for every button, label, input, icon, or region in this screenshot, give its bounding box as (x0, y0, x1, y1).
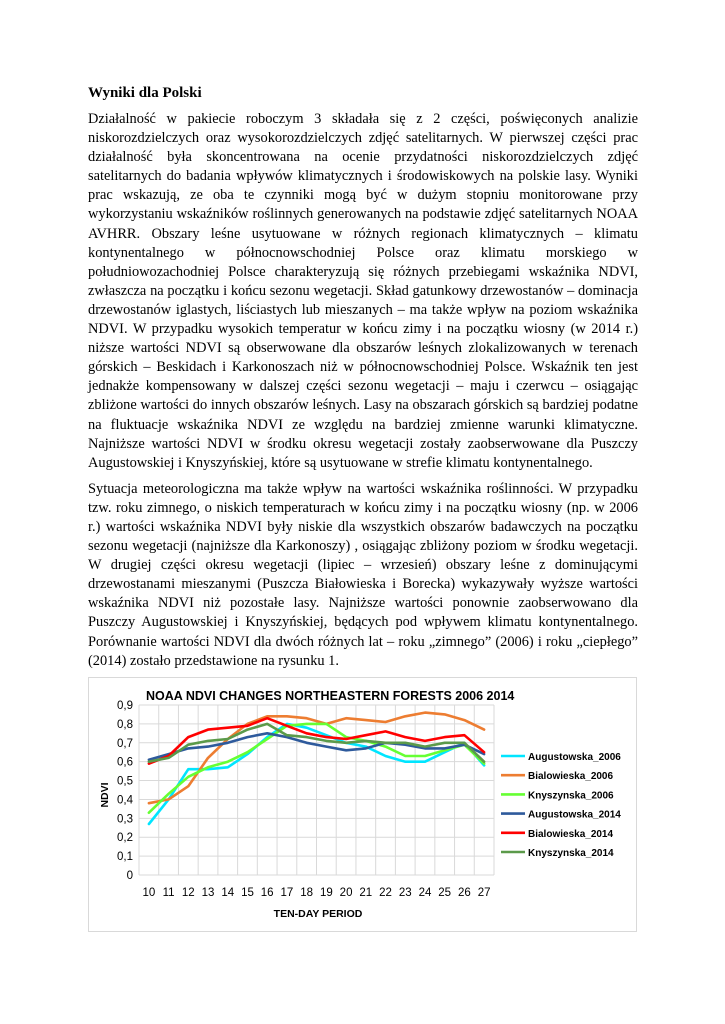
x-axis-label: TEN-DAY PERIOD (273, 908, 363, 920)
x-tick-label: 23 (398, 887, 412, 899)
x-tick-label: 20 (339, 887, 353, 899)
x-tick-label: 12 (181, 887, 195, 899)
x-tick-label: 24 (418, 887, 432, 899)
x-tick-label: 22 (379, 887, 392, 899)
y-tick-label: 0,4 (117, 794, 133, 807)
x-tick-label: 19 (319, 887, 333, 899)
x-tick-label: 15 (241, 887, 254, 899)
section-heading: Wyniki dla Polski (88, 85, 202, 101)
y-tick-label: 0,9 (117, 700, 133, 712)
y-tick-label: 0,3 (117, 813, 133, 826)
chart-title: NOAA NDVI CHANGES NORTHEASTERN FORESTS 2006 2014 (146, 689, 515, 703)
y-tick-label: 0,2 (117, 832, 133, 845)
y-tick-label: 0,7 (117, 737, 133, 750)
x-tick-label: 14 (221, 887, 235, 899)
y-tick-label: 0,5 (117, 775, 133, 788)
legend-label: Augustowska_2014 (528, 809, 621, 821)
y-axis-label: NDVI (99, 782, 111, 808)
ndvi-chart (88, 677, 637, 932)
x-tick-label: 18 (300, 887, 314, 899)
x-tick-label: 13 (201, 887, 215, 899)
x-tick-label: 27 (477, 887, 491, 899)
y-tick-label: 0,6 (117, 756, 133, 769)
x-tick-label: 26 (458, 887, 471, 899)
paragraph-2: Sytuacja meteorologiczna ma także wpływ na wartości wskaźnika roślinności. W przypadku tzw. roku zimnego, o niskich temperaturach w końcu zimy i na początku wiosny (np. w 2006 r.) wartości wskaźnika NDVI były niskie dla wszystkich obszarów badawczych na początku sezonu wegetacji (najniższe dla Karkonoszy) , osiągając zbliżony poziom w środku wegetacji. W drugiej części okresu wegetacji (lipiec – wrzesień) obszary leśne z dominującymi drzewostanami mieszanymi (Puszcza Białowieska i Borecka) wykazywały wyższe wartości wskaźnika NDVI niż pozostałe lasy. Najniższe wartości ponownie zaobserwowano dla Puszczy Augustowskiej i Knyszyńskiej, będących pod wpływem klimatu kontynentalnego. Porównanie wartości NDVI dla dwóch różnych lat – roku „zimnego” (2006) i roku „ciepłego” (2014) zostało przedstawione na rysunku 1. (88, 480, 638, 669)
x-tick-label: 10 (142, 887, 156, 899)
y-tick-label: 0,1 (117, 851, 133, 864)
chart-canvas (89, 678, 638, 933)
x-tick-label: 17 (280, 887, 294, 899)
x-tick-label: 25 (438, 887, 452, 899)
document-body (88, 84, 638, 678)
legend-label: Bialowieska_2006 (528, 771, 614, 783)
x-tick-label: 21 (359, 887, 373, 899)
x-tick-label: 16 (260, 887, 274, 899)
legend-label: Bialowieska_2014 (528, 828, 614, 840)
paragraph-1: Działalność w pakiecie roboczym 3 składała się z 2 części, poświęconych analizie niskorozdzielczych oraz wysokorozdzielczych zdjęć satelitarnych. W pierwszej części prac działalność była skoncentrowana na ocenie przydatności niskorozdzielczych zdjęć satelitarnych do badania wpływów klimatycznych i środowiskowych na polskie lasy. Wyniki prac wskazują, ze oba te czynniki mogą być w dużym stopniu monitorowane przy wykorzystaniu wskaźników roślinnych generowanych na podstawie zdjęć satelitarnych NOAA AVHRR. Obszary leśne usytuowane w różnych regionach klimatycznych – klimatu kontynentalnego w północnowschodniej Polsce oraz klimatu morskiego w południowozachodniej Polsce charakteryzują się różnych przebiegami wskaźnika NDVI, zwłaszcza na początku i końcu sezonu wegetacji. Skład gatunkowy drzewostanów – dominacja drzewostanów iglastych, liściastych lub mieszanych – ma także wpływ na poziom wskaźnika NDVI. W przypadku wysokich temperatur w końcu zimy i na początku wiosny (w 2014 r.) niższe wartości NDVI są obserwowane dla obszarów leśnych zlokalizowanych w terenach górskich – Beskidach i Karkonoszach niż w północnowschodniej Polsce. Wskaźnik ten jest jednakże kompensowany w dalszej części sezonu wegetacji – maju i czerwcu – osiągając zbliżone wartości do innych obszarów leśnych. Lasy na obszarach górskich są bardziej podatne na fluktuacje wskaźnika NDVI ze względu na bardziej zmienne warunki klimatyczne. Najniższe wartości NDVI w środku okresu wegetacji zostały zaobserwowane dla Puszczy Augustowskiej i Knyszyńskiej, które są usytuowane w strefie klimatu kontynentalnego. (88, 111, 638, 471)
y-tick-label: 0 (126, 870, 133, 882)
y-tick-label: 0,8 (117, 718, 133, 731)
legend (501, 752, 621, 859)
legend-label: Augustowska_2006 (528, 752, 621, 763)
x-tick-label: 11 (162, 887, 175, 899)
legend-label: Knyszynska_2014 (528, 848, 614, 859)
legend-label: Knyszynska_2006 (528, 790, 614, 802)
